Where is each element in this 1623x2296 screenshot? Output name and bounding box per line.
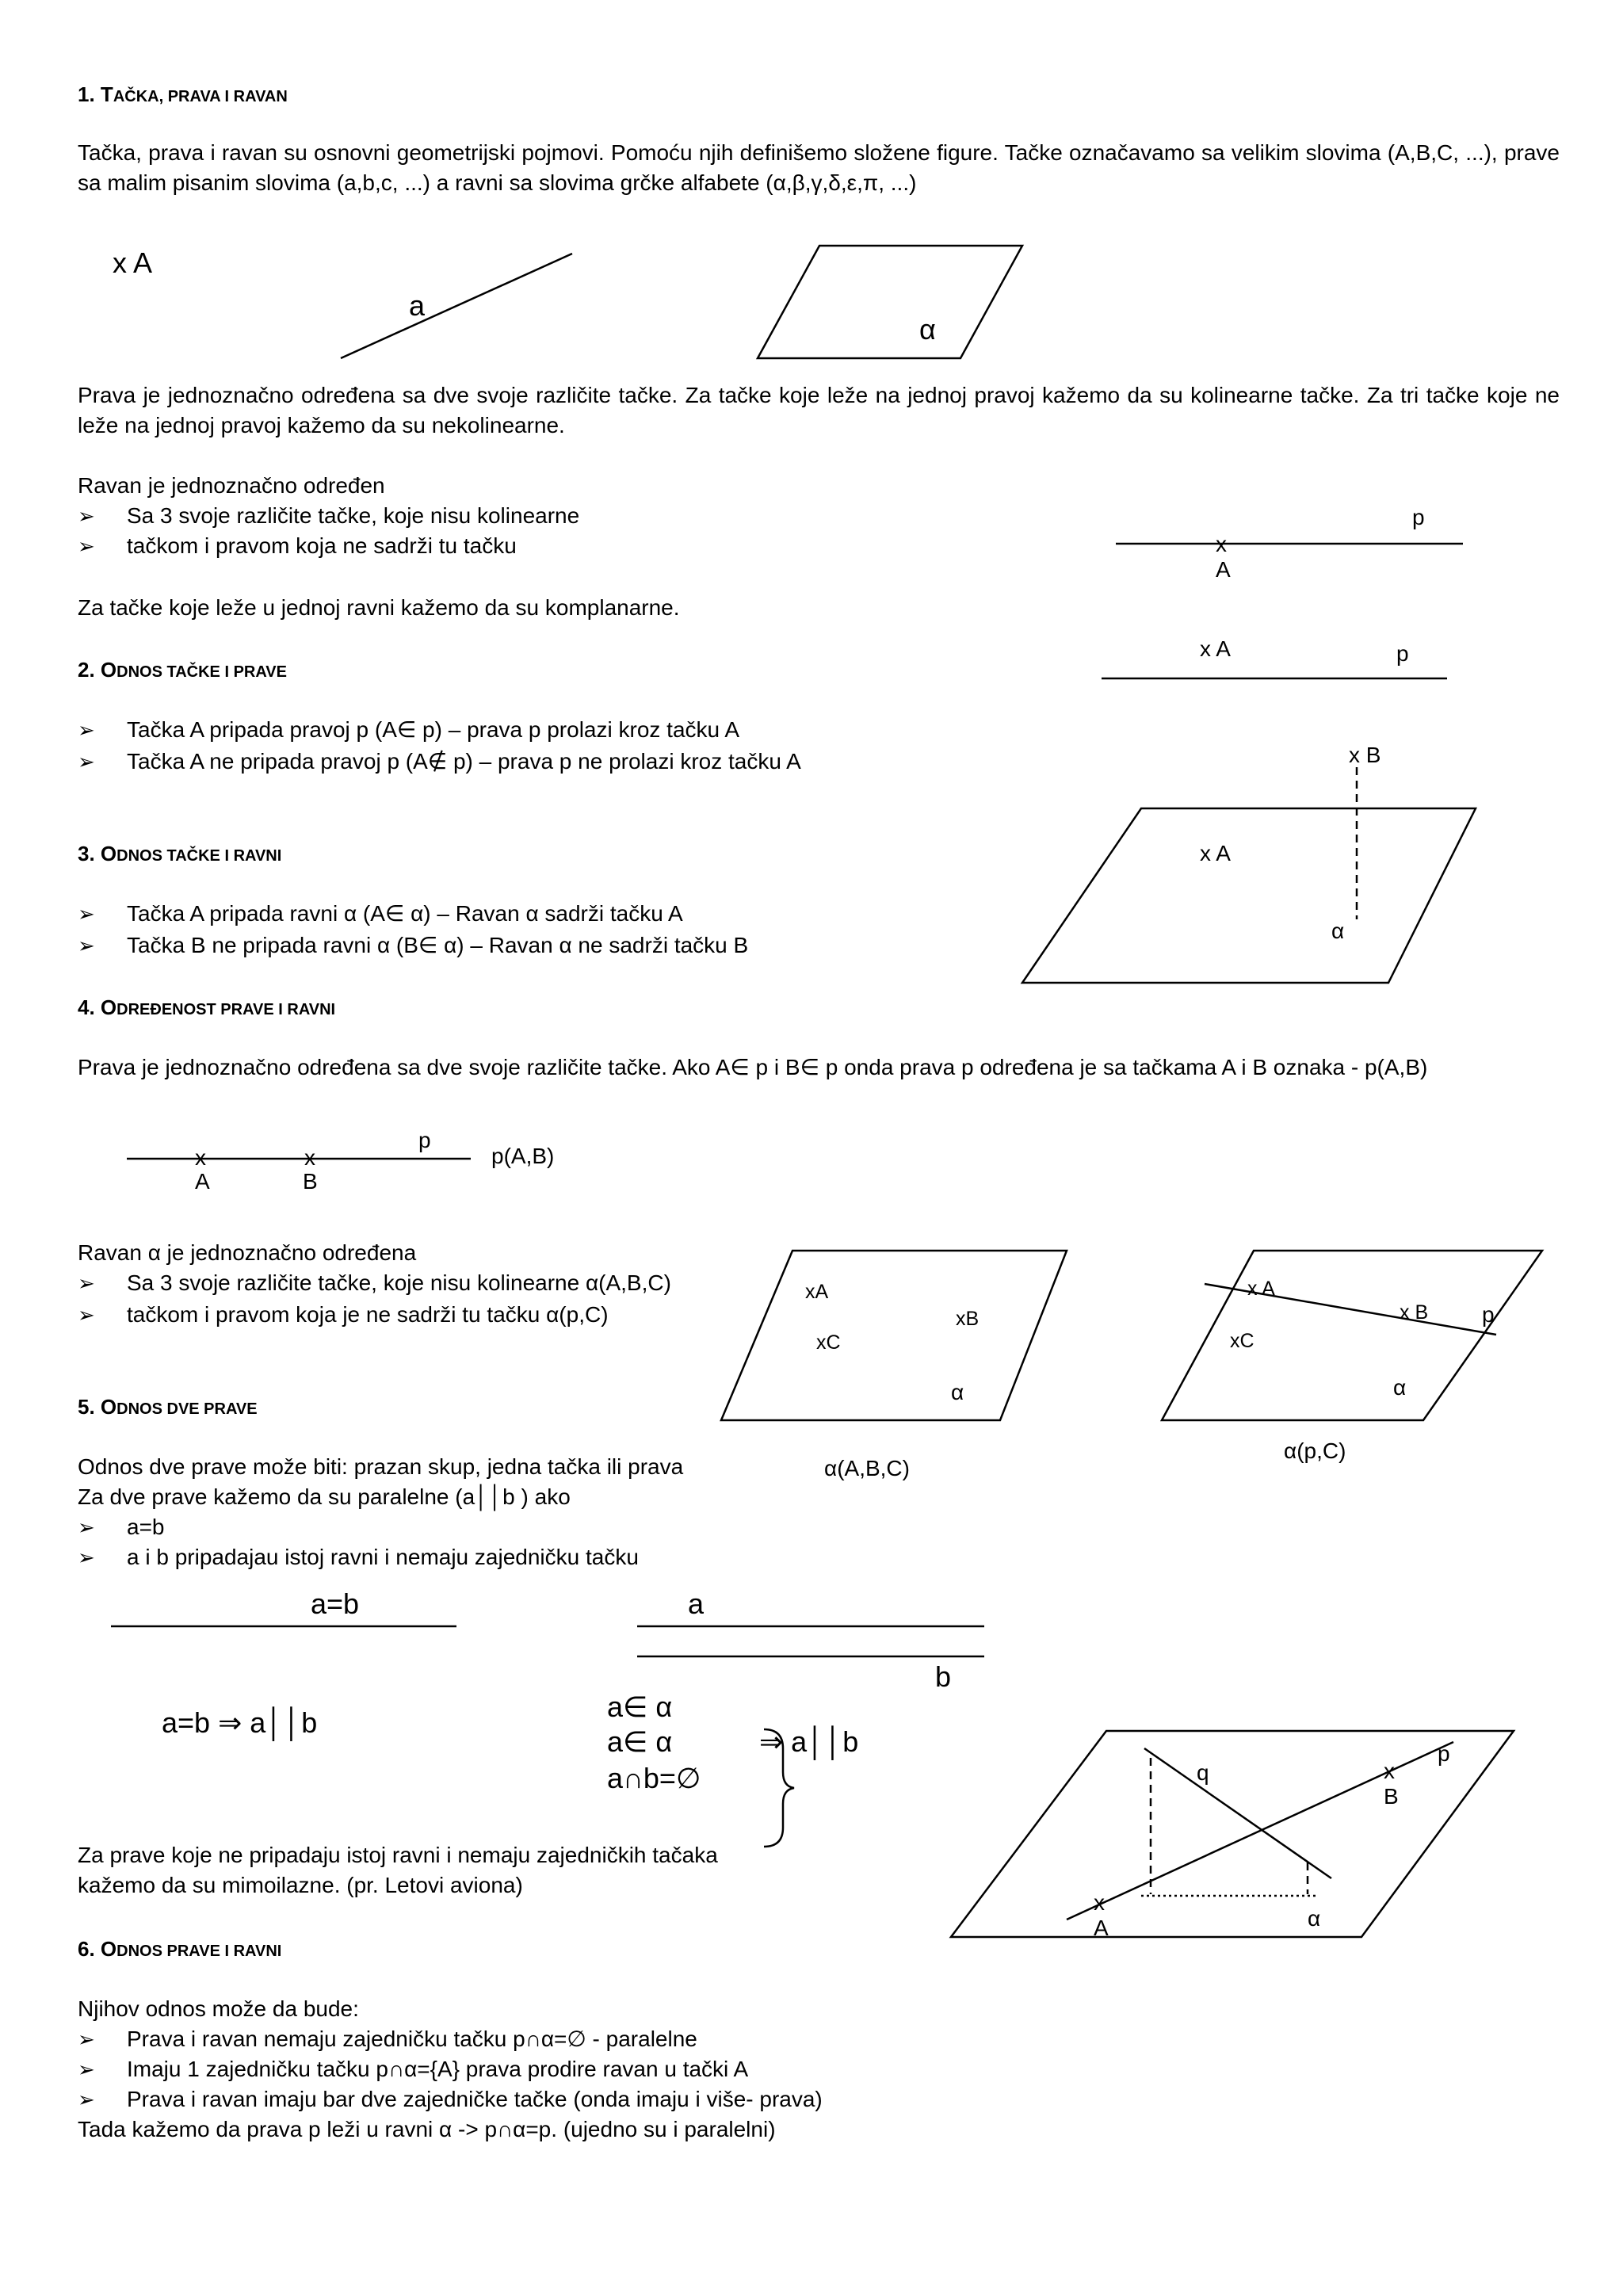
plane-alpha	[758, 246, 1022, 358]
label-alpha: α	[951, 1380, 964, 1404]
label-p: p	[1412, 505, 1425, 529]
list-item: Imaju 1 zajedničku tačku p∩α={A} prava prodire ravan u tački A	[127, 2057, 749, 2081]
bullet-icon: ➢	[78, 1545, 95, 1569]
list-item: Prava i ravan nemaju zajedničku tačku p∩α=∅ - paralelne	[127, 2027, 697, 2051]
bullet-icon: ➢	[78, 2088, 95, 2111]
komplanarne-text: Za tačke koje leže u jednoj ravni kažemo da su komplanarne.	[78, 595, 680, 620]
label-alpha: α	[1308, 1906, 1321, 1931]
final-text: Tada kažemo da prava p leži u ravni α -> p∩α=p. (ujedno su i paralelni)	[78, 2117, 776, 2141]
label-alpha: α	[1393, 1375, 1407, 1400]
heading-rest: DNOS PRAVE I RAVNI	[116, 1943, 282, 1960]
heading-number: 3.	[78, 842, 101, 865]
bullet-icon: ➢	[78, 2057, 95, 2081]
mimoilazne-text-1: Za prave koje ne pripadaju istoj ravni i nemaju zajedničkih tačaka	[78, 1843, 718, 1867]
heading-rest: DNOS TAČKE I RAVNI	[116, 847, 282, 865]
list-item: Tačka B ne pripada ravni α (B∈ α) – Ravan α ne sadrži tačku B	[127, 933, 749, 957]
heading-first-letter: O	[100, 995, 117, 1019]
bullet-icon: ➢	[78, 1271, 95, 1295]
implication-1: a=b ⇒ a││b	[162, 1706, 318, 1739]
label-p: p	[418, 1128, 431, 1152]
label-pab: p(A,B)	[491, 1144, 555, 1168]
odnos-intro: Njihov odnos može da bude:	[78, 1996, 359, 2021]
system-line-1: a∈ α	[607, 1690, 673, 1723]
list-item: tačkom i pravom koja je ne sadrži tu tačku α(p,C)	[127, 1302, 609, 1327]
list-item: Prava i ravan imaju bar dve zajedničke tačke (onda imaju i više- prava)	[127, 2087, 823, 2111]
heading-rest: DREĐENOST PRAVE I RAVNI	[116, 1001, 336, 1018]
odredjenost-text: Prava je jednoznačno određena sa dve svoje različite tačke. Ako A∈ p i B∈ p onda prava p određena je sa tačkama A i B oznaka - p(A,B)	[78, 1055, 1428, 1079]
bullet-icon: ➢	[78, 718, 95, 742]
heading-number: 1.	[78, 82, 101, 106]
label-xa: x A	[1200, 841, 1231, 865]
heading-number: 5.	[78, 1395, 101, 1419]
line-p-skew	[1067, 1742, 1453, 1920]
heading-rest: DNOS DVE PRAVE	[116, 1400, 258, 1418]
label-xa: xA	[805, 1281, 829, 1303]
bullet-icon: ➢	[78, 1515, 95, 1539]
label-xa: x A	[1247, 1278, 1275, 1300]
bullet-icon: ➢	[78, 750, 95, 774]
plane-skew-lines	[951, 1731, 1514, 1937]
list-item: Tačka A ne pripada pravoj p (A∉ p) – prava p ne prolazi kroz tačku A	[127, 749, 801, 774]
label-x: x	[304, 1145, 315, 1170]
heading-rest: DNOS TAČKE I PRAVE	[116, 663, 287, 681]
label-a-equals-b: a=b	[311, 1587, 360, 1620]
label-point-a: x A	[113, 246, 153, 279]
label-p: p	[1396, 641, 1409, 666]
label-alpha: α	[1331, 919, 1345, 943]
ravan-alpha-title: Ravan α je jednoznačno određena	[78, 1240, 417, 1265]
intro-paragraph: Tačka, prava i ravan su osnovni geometrijski pojmovi. Pomoću njih definišemo složene figure. Tačke označavamo sa velikim slovima (A,B,C, ...), prave sa malim pisanim slovima (a,b,c, ...) a ravni sa slovima grčke alfabete (α,β,γ,δ,ε,π, ...)	[78, 140, 1560, 195]
implication-2: ⇒ a││b	[759, 1725, 859, 1758]
ravan-title: Ravan je jednoznačno određen	[78, 473, 385, 498]
system-line-2: a∈ α	[607, 1725, 673, 1758]
heading-first-letter: O	[100, 1937, 117, 1961]
label-alpha-abc: α(A,B,C)	[824, 1456, 910, 1480]
plane-alpha-pc	[1162, 1251, 1542, 1420]
label-x: x	[1094, 1890, 1105, 1915]
heading-first-letter: T	[100, 82, 113, 106]
plane-alpha-abc	[721, 1251, 1067, 1420]
list-item: Tačka A pripada pravoj p (A∈ p) – prava p prolazi kroz tačku A	[127, 717, 740, 742]
bullet-icon: ➢	[78, 2027, 95, 2051]
label-b: B	[1384, 1784, 1399, 1809]
label-xb: x B	[1400, 1301, 1429, 1324]
heading-number: 4.	[78, 995, 101, 1019]
label-line-a: a	[409, 289, 426, 322]
list-item: a=b	[127, 1515, 165, 1539]
mimoilazne-text-2: kažemo da su mimoilazne. (pr. Letovi aviona)	[78, 1873, 523, 1897]
label-xc: xC	[816, 1331, 841, 1354]
list-item: Tačka A pripada ravni α (A∈ α) – Ravan α sadrži tačku A	[127, 901, 683, 926]
plane-alpha-with-points	[1022, 808, 1476, 983]
label-x: x	[195, 1145, 206, 1170]
list-item: Sa 3 svoje različite tačke, koje nisu kolinearne	[127, 503, 580, 528]
bullet-icon: ➢	[78, 934, 95, 957]
label-x: x	[1384, 1759, 1395, 1783]
label-a: a	[688, 1587, 705, 1620]
bullet-icon: ➢	[78, 902, 95, 926]
label-x: x	[1216, 532, 1227, 556]
label-a: A	[1216, 557, 1231, 582]
list-item: tačkom i pravom koja ne sadrži tu tačku	[127, 533, 517, 558]
bullet-icon: ➢	[78, 534, 95, 558]
label-xb: x B	[1349, 743, 1381, 767]
label-p: p	[1482, 1302, 1495, 1327]
label-a: A	[1094, 1916, 1109, 1940]
bullet-icon: ➢	[78, 1303, 95, 1327]
heading-first-letter: O	[100, 1395, 117, 1419]
heading-number: 6.	[78, 1937, 101, 1961]
heading-first-letter: O	[100, 658, 117, 682]
heading-first-letter: O	[100, 842, 117, 865]
system-line-3: a∩b=∅	[607, 1762, 701, 1794]
label-b: b	[935, 1660, 952, 1693]
label-alpha: α	[919, 313, 936, 346]
heading-number: 2.	[78, 658, 101, 682]
line-a	[341, 254, 572, 358]
label-xc: xC	[1230, 1330, 1254, 1352]
list-item: a i b pripadajau istoj ravni i nemaju zajedničku tačku	[127, 1545, 639, 1569]
label-xb: xB	[956, 1308, 980, 1330]
odnos-text: Odnos dve prave može biti: prazan skup, jedna tačka ili prava	[78, 1454, 684, 1479]
label-alpha-pc: α(p,C)	[1284, 1438, 1346, 1463]
label-b: B	[303, 1169, 318, 1194]
heading-rest: AČKA, PRAVA I RAVAN	[113, 88, 288, 105]
line-q-skew	[1144, 1748, 1331, 1878]
list-item: Sa 3 svoje različite tačke, koje nisu kolinearne α(A,B,C)	[127, 1270, 671, 1295]
label-q: q	[1197, 1760, 1209, 1785]
label-p: p	[1438, 1741, 1450, 1766]
paralelne-text: Za dve prave kažemo da su paralelne (a││b ) ako	[78, 1484, 571, 1509]
label-a: A	[195, 1169, 210, 1194]
label-xa: x A	[1200, 636, 1231, 661]
prava-paragraph: Prava je jednoznačno određena sa dve svoje različite tačke. Za tačke koje leže na jednoj pravoj kažemo da su kolinearne tačke. Za tri tačke koje ne leže na jednoj pravoj kažemo da su nekolinearne.	[78, 383, 1560, 437]
bullet-icon: ➢	[78, 504, 95, 528]
